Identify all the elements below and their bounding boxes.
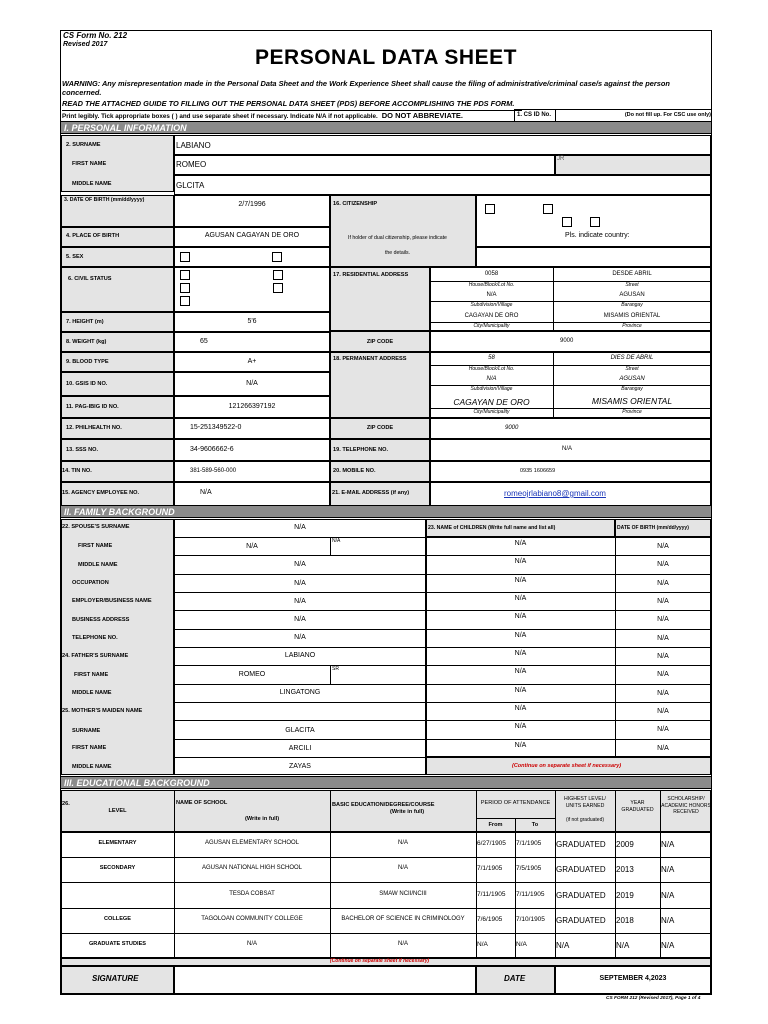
signature-field[interactable]: [174, 966, 476, 994]
edu-from: 7/6/1905: [477, 915, 503, 923]
dob-value: 2/7/1996: [238, 201, 266, 208]
school-header-note: (Write in full): [245, 816, 280, 822]
weight-field[interactable]: [174, 332, 330, 352]
agency-field[interactable]: [174, 482, 330, 506]
form-number: CS Form No. 212 Revised 2017: [63, 31, 128, 48]
single-checkbox[interactable]: [180, 270, 190, 280]
telephone-label: 19. TELEPHONE NO.: [333, 447, 389, 453]
occupation-value: N/A: [294, 580, 306, 587]
employer-value: N/A: [294, 598, 306, 605]
pob-value: AGUSAN CAGAYAN DE ORO: [204, 232, 300, 239]
family-line: [174, 610, 426, 611]
spouse-value: N/A: [294, 524, 306, 531]
city-sublabel: City/Municipality: [473, 323, 510, 329]
child-dob: N/A: [657, 561, 669, 569]
course-header-note: (Write in full): [390, 809, 425, 815]
family-line: [174, 574, 426, 575]
sp-first-label: FIRST NAME: [78, 543, 113, 549]
edu-course: BACHELOR OF SCIENCE IN CRIMINOLOGY: [341, 915, 465, 922]
edu-from: 6/27/1905: [477, 840, 506, 848]
sss-label: 13. SSS NO.: [66, 447, 99, 453]
perm-province-sublabel: Province: [622, 409, 642, 415]
child-name: N/A: [514, 540, 527, 547]
perm-zip-label: ZIP CODE: [366, 425, 394, 431]
sex-field: [174, 247, 330, 267]
civil-status-label-cell: [61, 267, 174, 312]
edu-level: GRADUATE STUDIES: [88, 940, 147, 947]
fa-middle-value: LINGATONG: [279, 689, 321, 696]
perm-subdivision-value: N/A: [486, 376, 497, 382]
mobile-field[interactable]: [430, 461, 711, 482]
child-dob: N/A: [657, 634, 669, 642]
sp-telephone-label: TELEPHONE NO.: [72, 635, 118, 641]
family-line: [174, 720, 426, 721]
family-label-column: [61, 519, 174, 775]
edu-school: AGUSAN NATIONAL HIGH SCHOOL: [201, 865, 303, 872]
edu-units: GRADUATED: [556, 890, 606, 900]
middlename-value: GLCITA: [176, 181, 205, 190]
perm-province-value: MISAMIS ORIENTAL: [591, 396, 673, 406]
child-dob: N/A: [657, 689, 669, 697]
edu-year: 2013: [616, 865, 634, 875]
edu-honors: N/A: [661, 940, 675, 950]
res-subdivision-value: N/A: [486, 292, 497, 298]
child-name: N/A: [514, 613, 527, 621]
edu-from: N/A: [477, 940, 488, 948]
children-row-line: [426, 702, 711, 703]
mo-middle-label: MIDDLE NAME: [72, 764, 112, 770]
cs-id-box: [514, 109, 712, 121]
business-address-value: N/A: [294, 616, 306, 623]
family-line: [174, 757, 426, 758]
weight-value: 65: [200, 338, 208, 345]
perm-city-sublabel: City/Municipality: [473, 409, 510, 415]
res-street-value: DESDE ABRIL: [612, 271, 652, 277]
sp-telephone-value: N/A: [294, 634, 306, 641]
edu-to: 7/11/1905: [516, 890, 545, 898]
province-sublabel: Province: [622, 323, 642, 329]
honors-header: SCHOLARSHIP/ ACADEMIC HONORS RECEIVED: [661, 796, 711, 815]
edu-course: N/A: [397, 865, 408, 872]
edu-honors: N/A: [661, 915, 675, 925]
date-label: DATE: [504, 974, 526, 983]
to-header: To: [531, 822, 539, 828]
other-status-checkbox[interactable]: [180, 296, 190, 306]
edu-level: COLLEGE: [103, 915, 132, 922]
blood-label: 9. BLOOD TYPE: [66, 359, 109, 365]
child-name: N/A: [514, 668, 527, 676]
children-row-line: [426, 665, 711, 666]
res-city-value: CAGAYAN DE ORO: [464, 313, 519, 319]
edu-year: 2009: [616, 840, 634, 850]
child-dob: N/A: [657, 726, 669, 734]
education-row-line: [61, 857, 711, 858]
spouse-label: 22. SPOUSE'S SURNAME: [62, 524, 130, 530]
edu-school: TESDA COBSAT: [229, 890, 275, 897]
edu-school: N/A: [246, 940, 257, 947]
sp-ext-value: N/A: [332, 538, 341, 544]
res-barangay-value: AGUSAN: [619, 292, 645, 298]
edu-units: GRADUATED: [556, 915, 606, 925]
edu-school: TAGOLOAN COMMUNITY COLLEGE: [201, 915, 303, 922]
dual-citizenship-checkbox[interactable]: [543, 204, 553, 214]
fa-first-label: FIRST NAME: [74, 672, 109, 678]
middlename-field[interactable]: [174, 175, 711, 195]
edu-level: SECONDARY: [99, 865, 136, 872]
child-name: N/A: [514, 686, 527, 694]
dob-field[interactable]: [174, 195, 330, 227]
ext-divider: [330, 537, 331, 555]
edu-level: ELEMENTARY: [98, 840, 137, 847]
married-checkbox[interactable]: [273, 270, 283, 280]
mo-middle-value: ZAYAS: [289, 763, 311, 770]
education-continue-note: (Continue on separate sheet if necessary): [330, 958, 430, 964]
edu-to: 7/10/1905: [516, 915, 545, 923]
edu-year: N/A: [616, 940, 630, 950]
perm-zip-field[interactable]: [430, 418, 711, 439]
dob-label: 3. DATE OF BIRTH (mm/dd/yyyy): [64, 197, 145, 203]
philhealth-value: 15-251349522-0: [190, 424, 242, 431]
child-dob: N/A: [657, 543, 669, 550]
family-line: [174, 702, 426, 703]
perm-city-value: CAGAYAN DE ORO: [453, 397, 530, 407]
child-name: N/A: [514, 558, 527, 566]
family-line: [174, 739, 426, 740]
father-value: LABIANO: [284, 652, 316, 659]
perm-zip-value: 9000: [505, 425, 519, 431]
sss-value: 34-9606662-6: [190, 446, 234, 453]
name-extension-field[interactable]: [555, 155, 711, 175]
education-number: 26.: [62, 801, 70, 807]
child-dob: N/A: [657, 616, 669, 624]
education-row-line: [61, 933, 711, 934]
perm-house-sublabel: House/Block/Lot No.: [468, 366, 515, 372]
edu-honors: N/A: [661, 840, 675, 850]
section-personal-info: I. PERSONAL INFORMATION: [61, 121, 711, 134]
email-label: 21. E-MAIL ADDRESS (if any): [332, 490, 410, 496]
child-dob: N/A: [657, 652, 669, 660]
blood-value: A+: [247, 358, 257, 365]
edu-school: AGUSAN ELEMENTARY SCHOOL: [204, 840, 300, 847]
pob-label: 4. PLACE OF BIRTH: [66, 233, 120, 239]
edu-units: GRADUATED: [556, 840, 606, 850]
filipino-checkbox[interactable]: [485, 204, 495, 214]
ext-divider: [330, 665, 331, 684]
child-dob: N/A: [657, 744, 669, 752]
citizenship-label: 16. CITIZENSHIP: [333, 201, 378, 207]
children-row-line: [426, 720, 711, 721]
child-name: N/A: [514, 576, 527, 584]
house-sublabel: House/Block/Lot No.: [468, 282, 515, 288]
by-birth-checkbox[interactable]: [562, 217, 572, 227]
cs-id-label: 1. CS ID No.: [517, 112, 552, 118]
child-dob: N/A: [657, 707, 669, 715]
mo-surname-value: GLACITA: [285, 727, 315, 734]
civil-status-label: 6. CIVIL STATUS: [68, 276, 112, 282]
perm-street-value: DIES DE ABRIL: [610, 355, 654, 361]
units-header: HIGHEST LEVEL/ UNITS EARNED: [564, 796, 606, 809]
perm-house-value: 58: [488, 355, 495, 361]
fa-first-value: ROMEO: [238, 671, 266, 678]
edu-honors: N/A: [661, 890, 675, 900]
fa-middle-label: MIDDLE NAME: [72, 690, 112, 696]
edu-to: 7/5/1905: [516, 865, 542, 873]
child-name: N/A: [514, 723, 527, 731]
separated-checkbox[interactable]: [273, 283, 283, 293]
page-title: PERSONAL DATA SHEET: [255, 46, 517, 69]
mobile-label: 20. MOBILE NO.: [333, 468, 376, 474]
middlename-label: MIDDLE NAME: [72, 181, 112, 187]
child-name: N/A: [514, 594, 527, 602]
sp-middle-label: MIDDLE NAME: [78, 562, 118, 568]
agency-label: 15. AGENCY EMPLOYEE NO.: [62, 490, 140, 496]
child-dob: N/A: [657, 671, 669, 679]
warning-text: WARNING: Any misrepresentation made in the Personal Data Sheet and the Work Experience Sheet shall cause the filing of administrative/criminal case/s against the person concerned.: [62, 79, 670, 97]
children-row-line: [426, 610, 711, 611]
philhealth-label: 12. PHILHEALTH NO.: [66, 425, 122, 431]
firstname-value: ROMEO: [176, 160, 207, 169]
res-zip-label: ZIP CODE: [366, 339, 394, 345]
cs-id-note: (Do not fill up. For CSC use only): [555, 110, 713, 121]
edu-from: 7/11/1905: [477, 890, 506, 898]
date-value: SEPTEMBER 4,2023: [599, 975, 667, 982]
father-label: 24. FATHER'S SURNAME: [62, 653, 129, 659]
family-line: [174, 647, 426, 648]
children-row-line: [426, 574, 711, 575]
firstname-field[interactable]: [174, 155, 555, 175]
employer-label: EMPLOYER/BUSINESS NAME: [72, 598, 152, 604]
street-sublabel: Street: [625, 282, 639, 288]
weight-label: 8. WEIGHT (kg): [66, 339, 107, 345]
edu-from: 7/1/1905: [477, 865, 503, 873]
tin-value: 381-589-560-000: [190, 468, 237, 474]
school-header: NAME OF SCHOOL: [176, 800, 228, 806]
children-row-line: [426, 555, 711, 556]
edu-honors: N/A: [661, 865, 675, 875]
do-not-abbreviate: DO NOT ABBREVIATE.: [381, 111, 464, 120]
res-house-value: 0058: [484, 271, 499, 277]
surname-label: 2. SURNAME: [66, 142, 101, 148]
height-value: 5'6: [247, 318, 257, 325]
mo-first-value: ARCILI: [288, 745, 312, 752]
email-value[interactable]: romeojrlabiano8@gmail.com: [504, 489, 606, 498]
male-checkbox[interactable]: [180, 252, 190, 262]
children-row-line: [426, 592, 711, 593]
mo-first-label: FIRST NAME: [72, 745, 107, 751]
business-address-label: BUSINESS ADDRESS: [72, 617, 130, 623]
sp-middle-value: N/A: [294, 561, 306, 568]
country-note: Pls. indicate country:: [565, 232, 630, 239]
edu-to: 7/1/1905: [516, 840, 542, 848]
family-line: [174, 555, 426, 556]
family-line: [174, 537, 426, 538]
children-row-line: [426, 739, 711, 740]
section-educational-background: III. EDUCATIONAL BACKGROUND: [61, 776, 711, 789]
instruction-text: Print legibly. Tick appropriate boxes ( ) and use separate sheet if necessary. Indicate N/A if not applicable. DO NOT ABBREVIATE.: [62, 110, 522, 120]
education-row-line: [61, 908, 711, 909]
edu-to: N/A: [516, 940, 527, 948]
family-line: [174, 629, 426, 630]
education-row-line: [61, 882, 711, 883]
page-footer: CS FORM 212 (Revised 2017), Page 1 of 4: [606, 996, 701, 1001]
period-line: [476, 818, 555, 819]
children-dob-header: DATE OF BIRTH (mm/dd/yyyy): [617, 525, 689, 531]
children-row-line: [426, 647, 711, 648]
family-line: [174, 684, 426, 685]
gsis-label: 10. GSIS ID NO.: [66, 381, 108, 387]
name-extension-value: JR: [557, 156, 565, 162]
from-header: From: [488, 822, 503, 828]
res-zip-value: 9000: [560, 338, 574, 344]
edu-units: GRADUATED: [556, 865, 606, 875]
children-row-line: [426, 629, 711, 630]
perm-barangay-value: AGUSAN: [619, 376, 645, 382]
country-field[interactable]: [476, 247, 711, 267]
child-name: N/A: [514, 741, 527, 749]
edu-course: N/A: [397, 940, 408, 947]
mobile-value: 0935 1606659: [520, 468, 556, 474]
section-family-background: II. FAMILY BACKGROUND: [61, 505, 711, 518]
edu-course: SMAW NCII/NCIII: [379, 890, 427, 897]
children-header: 23. NAME of CHILDREN (Write full name and list all): [428, 525, 556, 531]
child-name: N/A: [514, 704, 527, 712]
subdivision-sublabel: Subdivision/Village: [470, 302, 513, 308]
permanent-label: 18. PERMANENT ADDRESS: [333, 356, 407, 362]
by-naturalization-checkbox[interactable]: [590, 217, 600, 227]
surname-field[interactable]: [174, 135, 711, 155]
child-name: N/A: [514, 631, 527, 639]
telephone-value: N/A: [562, 446, 573, 452]
perm-barangay-sublabel: Barangay: [621, 386, 643, 392]
mo-surname-label: SURNAME: [72, 728, 101, 734]
family-line: [174, 592, 426, 593]
edu-course: N/A: [397, 840, 408, 847]
gsis-value: N/A: [246, 380, 258, 387]
child-name: N/A: [514, 649, 527, 657]
occupation-label: OCCUPATION: [72, 580, 109, 586]
fa-ext-value: SR: [332, 666, 339, 672]
child-dob: N/A: [657, 597, 669, 605]
widowed-checkbox[interactable]: [180, 283, 190, 293]
level-header: LEVEL: [108, 808, 127, 814]
children-row-line: [426, 684, 711, 685]
guide-text: READ THE ATTACHED GUIDE TO FILLING OUT THE PERSONAL DATA SHEET (PDS) BEFORE ACCOMPLISHING THE PDS FORM.: [62, 99, 515, 108]
signature-label: SIGNATURE: [92, 974, 139, 983]
dual-citizenship-note: If holder of dual citizenship, please indicate the details.: [348, 235, 447, 256]
form-revision: Revised 2017: [63, 41, 108, 48]
child-dob: N/A: [657, 579, 669, 587]
mother-label: 25. MOTHER'S MAIDEN NAME: [62, 708, 143, 714]
barangay-sublabel: Barangay: [621, 302, 643, 308]
period-header: PERIOD OF ATTENDANCE: [480, 800, 551, 806]
tin-label: 14. TIN NO.: [62, 468, 92, 474]
surname-value: LABIANO: [176, 141, 211, 150]
edu-year: 2018: [616, 915, 634, 925]
civil-status-field: [174, 267, 330, 312]
female-checkbox[interactable]: [272, 252, 282, 262]
family-line: [174, 665, 426, 666]
sex-label: 5. SEX: [66, 254, 84, 260]
residential-label: 17. RESIDENTIAL ADDRESS: [333, 272, 409, 278]
edu-year: 2019: [616, 890, 634, 900]
perm-subdivision-sublabel: Subdivision/Village: [470, 386, 513, 392]
height-label: 7. HEIGHT (m): [66, 319, 104, 325]
edu-units: N/A: [556, 940, 570, 950]
firstname-label: FIRST NAME: [72, 161, 107, 167]
year-header: YEAR GRADUATED: [621, 800, 654, 813]
pagibig-label: 11. PAG-IBIG ID NO.: [66, 404, 119, 410]
sp-first-value: N/A: [246, 543, 258, 550]
family-continue-note: (Continue on separate sheet if necessary): [512, 763, 622, 769]
units-header-note: (if not graduated): [565, 817, 605, 823]
perm-street-sublabel: Street: [625, 366, 639, 372]
pagibig-value: 121266397192: [228, 403, 276, 410]
agency-value: N/A: [200, 489, 212, 496]
res-province-value: MISAMIS ORIENTAL: [603, 313, 661, 319]
course-header: BASIC EDUCATION/DEGREE/COURSE: [332, 802, 435, 808]
